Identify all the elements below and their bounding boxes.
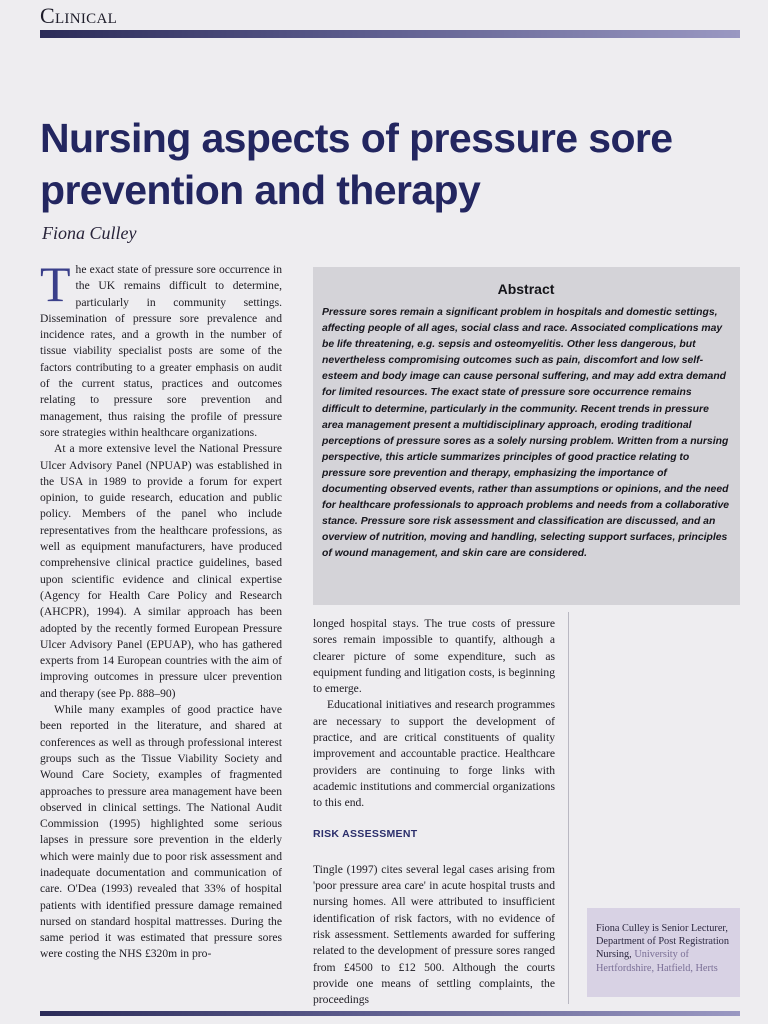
bottom-rule xyxy=(40,1011,740,1016)
author-bio-text: Fiona Culley is Senior Lecturer, Department of Post Registration Nursing, xyxy=(596,923,729,961)
body-paragraph xyxy=(40,256,282,441)
column-divider xyxy=(568,612,569,1004)
body-paragraph: Tingle (1997) cites several legal cases arising from 'poor pressure area care' in acute hospital trusts and nursing homes. All were attributed to insufficient identification of risk factors, with no evidence of risk assessment. Settlements awarded for suffering related to the development of pressure sores ranged from £4500 to £12 500. Although the courts provide one means of settling complaints, the proceedings xyxy=(313,862,555,1007)
drop-cap: T xyxy=(40,256,71,312)
body-column-middle xyxy=(313,616,555,1009)
body-column-left xyxy=(40,256,282,963)
author-bio-affiliation: University of Hertfordshire, Hatfield, Herts xyxy=(596,949,718,974)
article-title: Nursing aspects of pressure sore prevention and therapy xyxy=(40,115,673,213)
article-author: Fiona Culley xyxy=(42,223,137,243)
author-bio-box xyxy=(587,908,740,997)
abstract-heading: Abstract xyxy=(497,281,555,297)
body-paragraph: While many examples of good practice have been reported in the literature, and shared at conferences as well as through professional interest groups such as the Tissue Viability Society and Wound Care Society, examples of fragmented approaches to pressure area management have been observed in clinical settings. The National Audit Commission (1995) highlighted some serious lapses in pressure sore prevention in the elderly which were mainly due to poor risk assessment and inadequate documentation and communication of care. O'Dea (1993) revealed that 33% of hospital patients with identified pressure damage remained nursed on standard hospital mattresses. During the same period it was estimated that pressure sores were costing the NHS £320m in pro- xyxy=(40,703,282,961)
body-paragraph: Educational initiatives and research programmes are necessary to support the development of practice, and are critical constituents of quality improvement and accountable practice. Healthcare providers are continuing to forge links with academic institutions and commercial organizations to this end. xyxy=(313,698,555,810)
abstract-box xyxy=(313,267,740,605)
abstract-text: Pressure sores remain a significant problem in hospitals and domestic settings, affecting people of all ages, social class and race. Associated complications may be life threatening, e.g. sepsis and osteomyelitis. Other less dangerous, but nevertheless compromising outcomes such as pain, discomfort and low self-esteem and body image can cause personal suffering, and may add extra demand for limited resources. The exact state of pressure sore occurrence remains difficult to determine, particularly in the community. Recent trends in pressure area management present a multidisciplinary approach, eroding traditional perceptions of pressure sores as a solely nursing problem. Written from a nursing perspective, this article summarizes principles of good practice relating to pressure sore prevention and therapy, emphasizing the importance of documenting observed events, rather than assumptions or opinions, and the need for healthcare professionals to approach problems and needs from a collaborative stance. Pressure sore risk assessment and classification are discussed, and an overview of nutrition, moving and handling, selecting support surfaces, principles of wound management, and skin care are considered. xyxy=(322,307,730,560)
body-paragraph: At a more extensive level the National Pressure Ulcer Advisory Panel (NPUAP) was established in the USA in 1989 to provide a forum for expert opinion, to guide research, education and public policy. Members of the panel who include representatives from the healthcare professions, as well as equipment manufacturers, have produced comprehensive clinical practice guidelines, based upon scientific evidence and clinical expertise (Agency for Health Care Policy and Research (AHCPR), 1994). A similar approach has been adopted by the recently formed European Pressure Ulcer Advisory Panel (EPUAP), who has gathered experts from 14 European countries with the aim of improving outcomes in pressure ulcer prevention and therapy (see Pp. 888–90) xyxy=(40,442,282,700)
body-paragraph-text: he exact state of pressure sore occurrence in the UK remains difficult to determine, particularly in community settings. Dissemination of pressure sore prevalence and incidence rates, and a growth in the number of tissue viability specialist posts are some of the factors contributing to a greater emphasis on audit of the current status, practices and outcomes relating to pressure sore prevention and management, thus raising the profile of pressure sore strategies within healthcare organizations. xyxy=(40,263,282,439)
section-label: Clinical xyxy=(40,3,118,28)
body-paragraph: longed hospital stays. The true costs of pressure sores remain impossible to quantify, although a clearer picture of some expenditure, such as equipment funding and litigation costs, is beginning to emerge. xyxy=(313,617,555,696)
section-subheading: RISK ASSESSMENT xyxy=(313,827,418,840)
top-rule xyxy=(40,30,740,38)
